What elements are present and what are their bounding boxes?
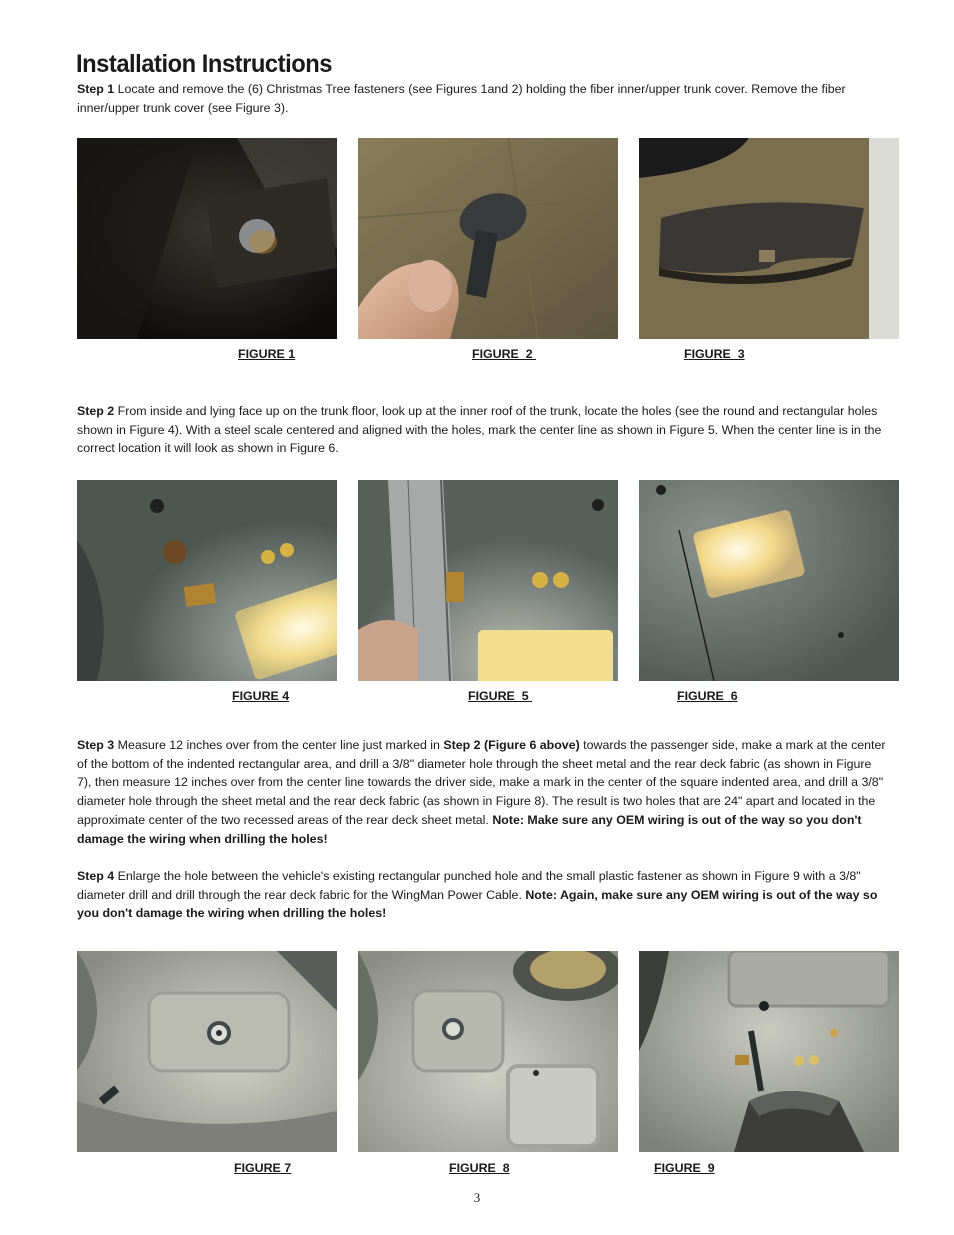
step-3-note: Note: Make sure any OEM wiring is out of the way so you don't damage the wiring when drilling the holes! [77,812,862,846]
step-2-paragraph [77,402,889,458]
figure-6-caption: FIGURE 6 [677,689,738,703]
figure-1-caption: FIGURE 1 [238,347,296,361]
figure-5-photo [358,480,618,681]
step-3-label: Step 3 [77,738,115,752]
figure-3-caption: FIGURE 3 [684,347,745,361]
step-4-label: Step 4 [77,869,115,883]
page-title: Installation Instructions [76,50,333,78]
figure-7-caption: FIGURE 7 [234,1161,292,1175]
step-4-text: Enlarge the hole between the vehicle's existing rectangular punched hole and the small plastic fastener as shown in Figure 9 with a 3/8" diameter drill and drill through the rear deck fabric for the WingMan Power Cable. [77,869,861,902]
figure-2-caption: FIGURE 2 [472,347,537,361]
figure-6-photo [639,480,899,681]
step-2-text: From inside and lying face up on the trunk floor, look up at the inner roof of the trunk, locate the holes (see the round and rectangular holes shown in Figure 4). With a steel scale centered and aligned with the holes, mark the center line as shown in Figure 5. When the center line is in the correct location it will look as shown in Figure 6. [77,404,882,456]
figure-9-caption: FIGURE 9 [654,1161,715,1175]
step-4-note: Note: Again, make sure any OEM wiring is out of the way so you don't damage the wiring when drilling the holes! [77,887,878,921]
figure-2-photo [358,138,618,339]
figure-1-photo [77,138,337,339]
step-3-text-a: Measure 12 inches over from the center line just marked in [114,738,444,752]
figure-4-caption: FIGURE 4 [232,689,290,703]
step-3-text-b: towards the passenger side, make a mark at the center of the bottom of the indented rectangular area, and drill a 3/8" diameter hole through the sheet metal and the rear deck fabric (as shown in Figure 7), then measure 12 inches over from the center line towards the driver side, make a mark in the center of the square indented area, and drill a 3/8" diameter hole through the sheet metal and the rear deck fabric (as shown in Figure 8). The result is two holes that are 24" apart and located in the approximate center of the two recessed areas of the rear deck sheet metal. [77,738,886,827]
figure-3-photo [639,138,899,339]
figure-9-photo [639,951,899,1152]
figure-8-caption: FIGURE 8 [449,1161,510,1175]
figure-5-caption: FIGURE 5 [468,689,533,703]
step-2-label: Step 2 [77,404,115,418]
step-4-paragraph [77,867,889,923]
figure-4-photo [77,480,337,681]
step-1-label: Step 1 [77,82,115,96]
figure-7-photo [77,951,337,1152]
page-number: 3 [473,1190,481,1205]
figure-8-photo [358,951,618,1152]
step-1-paragraph [77,80,889,117]
step-3-paragraph [77,736,889,848]
step-1-text: Locate and remove the (6) Christmas Tree fasteners (see Figures 1and 2) holding the fiber inner/upper trunk cover. Remove the fiber inner/upper trunk cover (see Figure 3). [77,82,846,115]
step-3-reference: Step 2 (Figure 6 above) [443,738,580,752]
